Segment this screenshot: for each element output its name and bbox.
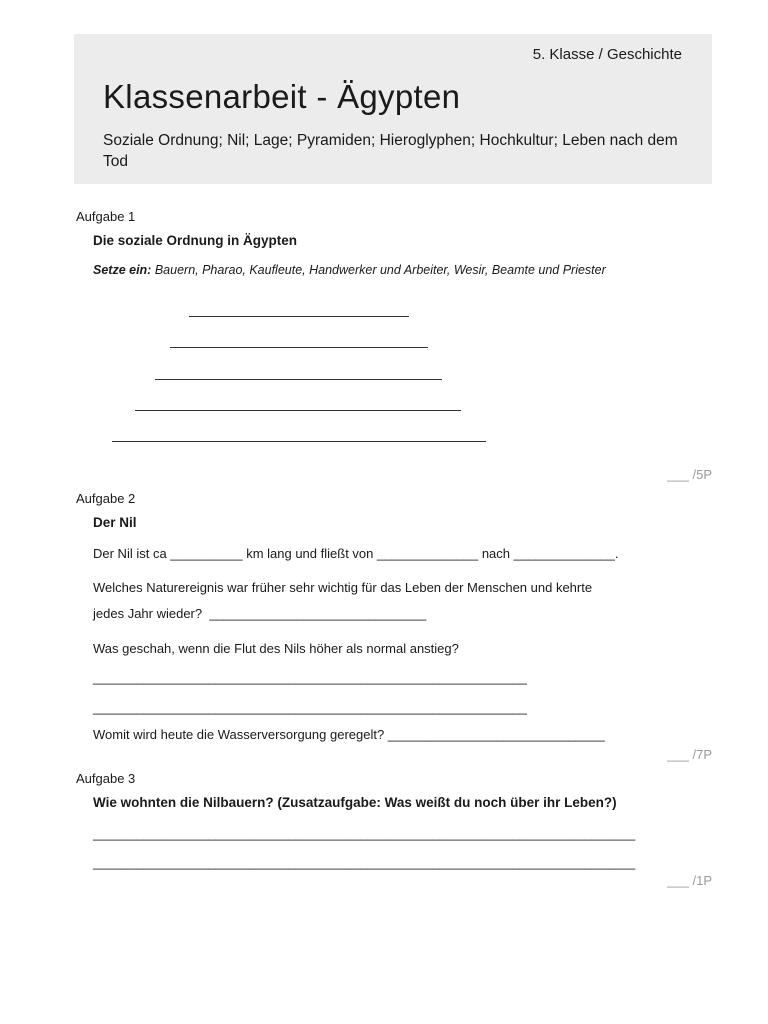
task2-label: Aufgabe 2 — [76, 491, 136, 506]
task1-instruction — [93, 263, 606, 277]
flood-answer-line-1[interactable]: ____________________________________________________________ — [93, 670, 527, 685]
page-title: Klassenarbeit - Ägypten — [103, 78, 461, 115]
pyramid-answer-line-3[interactable] — [155, 379, 442, 380]
natural-event-question-line2[interactable]: jedes Jahr wieder? ______________________________ — [93, 606, 427, 621]
topics-subtitle: Soziale Ordnung; Nil; Lage; Pyramiden; Hieroglyphen; Hochkultur; Leben nach dem Tod — [103, 132, 678, 170]
task3-answer-line-2[interactable]: ___________________________________________________________________________ — [93, 855, 636, 870]
task1-label: Aufgabe 1 — [76, 209, 136, 224]
task2-points: ___ /7P — [667, 747, 712, 762]
task1-heading: Die soziale Ordnung in Ägypten — [93, 233, 298, 248]
task3-points: ___ /1P — [667, 873, 712, 888]
pyramid-answer-line-2[interactable] — [170, 347, 428, 348]
nile-length-question[interactable]: Der Nil ist ca __________ km lang und fließt von ______________ nach ______________. — [93, 546, 619, 561]
pyramid-answer-line-4[interactable] — [135, 410, 461, 411]
task1-instruction-prefix: Setze ein: — [93, 263, 152, 277]
task3-heading: Wie wohnten die Nilbauern? (Zusatzaufgabe: Was weißt du noch über ihr Leben?) — [93, 795, 617, 810]
task2-heading: Der Nil — [93, 515, 137, 530]
pyramid-answer-line-5[interactable] — [112, 441, 486, 442]
natural-event-question-line1: Welches Naturereignis war früher sehr wichtig für das Leben der Menschen und kehrte — [93, 580, 593, 595]
task3-label: Aufgabe 3 — [76, 771, 136, 786]
water-supply-question[interactable]: Womit wird heute die Wasserversorgung geregelt? ______________________________ — [93, 727, 605, 742]
task1-points: ___ /5P — [667, 467, 712, 482]
grade-subject: 5. Klasse / Geschichte — [532, 46, 682, 63]
flood-question: Was geschah, wenn die Flut des Nils höher als normal anstieg? — [93, 641, 459, 656]
flood-answer-line-2[interactable]: ____________________________________________________________ — [93, 700, 527, 715]
task1-instruction-text: Bauern, Pharao, Kaufleute, Handwerker und Arbeiter, Wesir, Beamte und Priester — [151, 263, 606, 277]
pyramid-answer-line-1[interactable] — [189, 316, 409, 317]
header-box — [74, 34, 712, 184]
task3-answer-line-1[interactable]: ___________________________________________________________________________ — [93, 826, 636, 841]
